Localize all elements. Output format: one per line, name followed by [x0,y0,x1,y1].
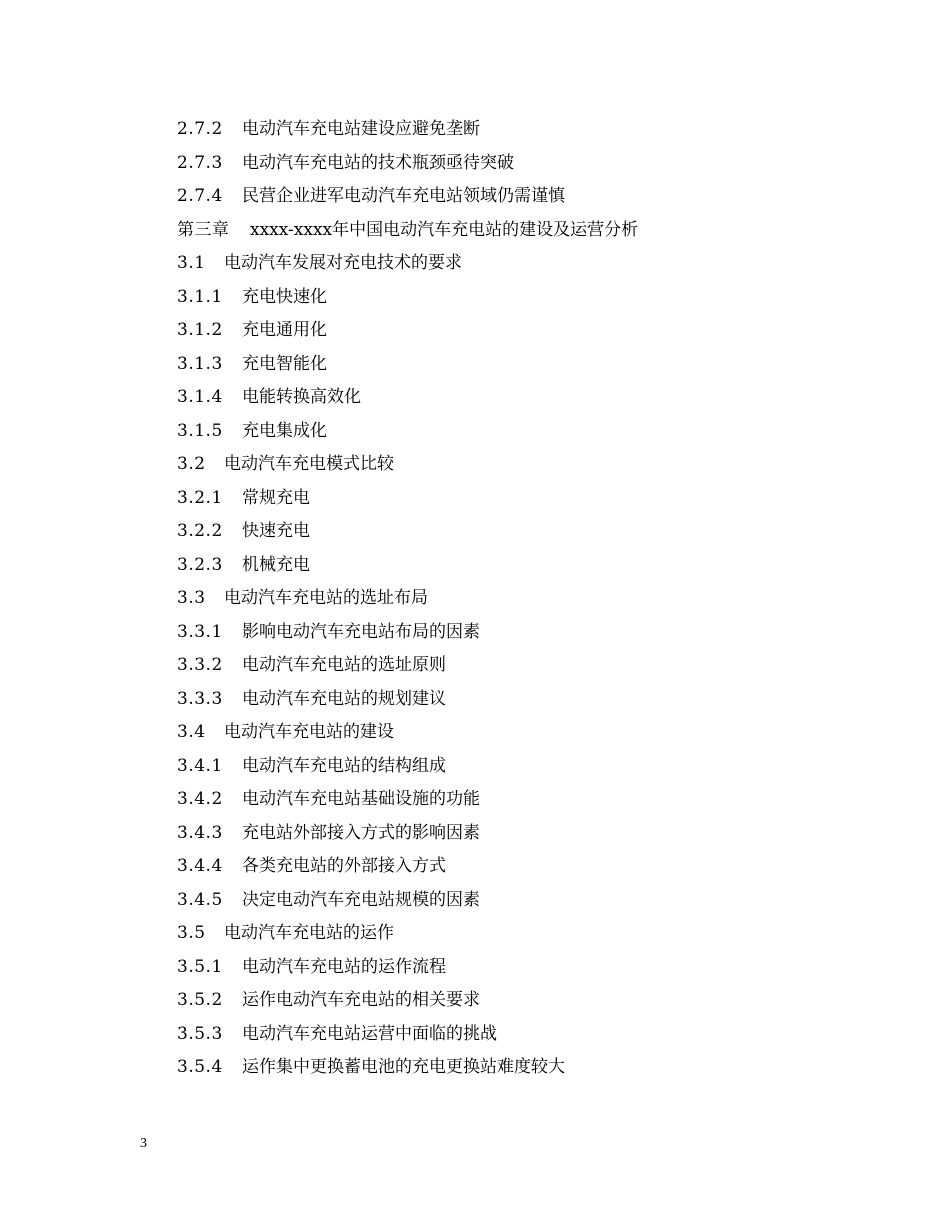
toc-number: 3.2.2 [177,521,223,541]
toc-entry [177,1051,638,1085]
toc-chapter-number: 第三章 [177,219,230,240]
toc-number: 3.4 [177,722,206,742]
toc-number: 3.5.1 [177,956,223,977]
toc-entry [177,817,638,851]
toc-entry [177,616,638,650]
toc-title: 电动汽车充电模式比较 [224,454,394,474]
toc-number: 3.5.3 [177,1023,223,1044]
toc-title: 充电通用化 [242,320,327,340]
toc-number: 3.2 [177,454,206,474]
toc-title: 机械充电 [242,554,310,575]
toc-title: 电动汽车充电站建设应避免垄断 [242,119,480,139]
toc-title: 电动汽车充电站的建设 [224,722,394,742]
toc-number: 3.2.3 [177,554,223,575]
toc-section-entry [177,917,638,951]
toc-number: 3.1.2 [177,320,223,340]
page-number: 3 [140,1136,147,1151]
toc-title: 电动汽车充电站的技术瓶颈亟待突破 [242,152,514,173]
toc-title: 决定电动汽车充电站规模的因素 [242,889,480,910]
table-of-contents [177,113,638,1085]
toc-number: 3.4.4 [177,856,223,876]
toc-entry [177,850,638,884]
toc-number: 3.3.2 [177,655,223,675]
toc-number: 3.3 [177,588,206,608]
toc-title: 电动汽车发展对充电技术的要求 [224,253,462,273]
toc-number: 3.2.1 [177,487,223,508]
toc-entry [177,549,638,583]
toc-entry [177,649,638,683]
toc-title: 电动汽车充电站的选址布局 [224,588,428,608]
toc-entry [177,1018,638,1052]
toc-number: 2.7.4 [177,186,223,206]
toc-entry [177,783,638,817]
toc-title: 充电集成化 [242,420,327,441]
toc-title: 运作集中更换蓄电池的充电更换站难度较大 [242,1057,565,1077]
toc-title: 电动汽车充电站的运作流程 [242,956,446,977]
toc-section-entry [177,448,638,482]
toc-number: 3.5.2 [177,990,223,1010]
toc-title: 电动汽车充电站的选址原则 [242,655,446,675]
toc-entry [177,113,638,147]
toc-entry [177,951,638,985]
toc-title: 常规充电 [242,487,310,508]
toc-title: 电动汽车充电站的规划建议 [242,688,446,709]
toc-title: 电动汽车充电站的运作 [224,923,394,943]
toc-section-entry [177,582,638,616]
toc-number: 3.1.4 [177,387,223,407]
toc-number: 3.1.1 [177,286,223,307]
toc-number: 3.4.3 [177,822,223,843]
toc-title: 各类充电站的外部接入方式 [242,856,446,876]
toc-title: 运作电动汽车充电站的相关要求 [242,990,480,1010]
toc-number: 3.1 [177,253,206,273]
toc-entry [177,984,638,1018]
toc-title: 快速充电 [242,521,310,541]
toc-title: 民营企业进军电动汽车充电站领域仍需谨慎 [242,186,565,206]
toc-number: 2.7.2 [177,119,223,139]
toc-number: 3.1.5 [177,420,223,441]
toc-number: 2.7.3 [177,152,223,173]
toc-entry [177,515,638,549]
toc-title: 充电站外部接入方式的影响因素 [242,822,480,843]
toc-number: 3.1.3 [177,353,223,374]
toc-entry [177,381,638,415]
toc-title: 电动汽车充电站基础设施的功能 [242,789,480,809]
toc-entry [177,314,638,348]
toc-number: 3.5.4 [177,1057,223,1077]
toc-chapter-entry [177,214,638,248]
toc-entry [177,482,638,516]
toc-chapter-title: xxxx-xxxx年中国电动汽车充电站的建设及运营分析 [250,219,639,240]
toc-title: 电能转换高效化 [242,387,361,407]
toc-number: 3.3.1 [177,621,223,642]
toc-number: 3.3.3 [177,688,223,709]
toc-title: 充电智能化 [242,353,327,374]
toc-entry [177,180,638,214]
toc-entry [177,683,638,717]
toc-title: 电动汽车充电站的结构组成 [242,755,446,776]
toc-entry [177,348,638,382]
toc-number: 3.5 [177,923,206,943]
toc-title: 影响电动汽车充电站布局的因素 [242,621,480,642]
toc-section-entry [177,247,638,281]
toc-number: 3.4.5 [177,889,223,910]
toc-entry [177,884,638,918]
toc-title: 电动汽车充电站运营中面临的挑战 [242,1023,497,1044]
toc-entry [177,281,638,315]
toc-entry [177,147,638,181]
toc-entry [177,750,638,784]
toc-number: 3.4.2 [177,789,223,809]
toc-section-entry [177,716,638,750]
toc-entry [177,415,638,449]
toc-title: 充电快速化 [242,286,327,307]
toc-number: 3.4.1 [177,755,223,776]
